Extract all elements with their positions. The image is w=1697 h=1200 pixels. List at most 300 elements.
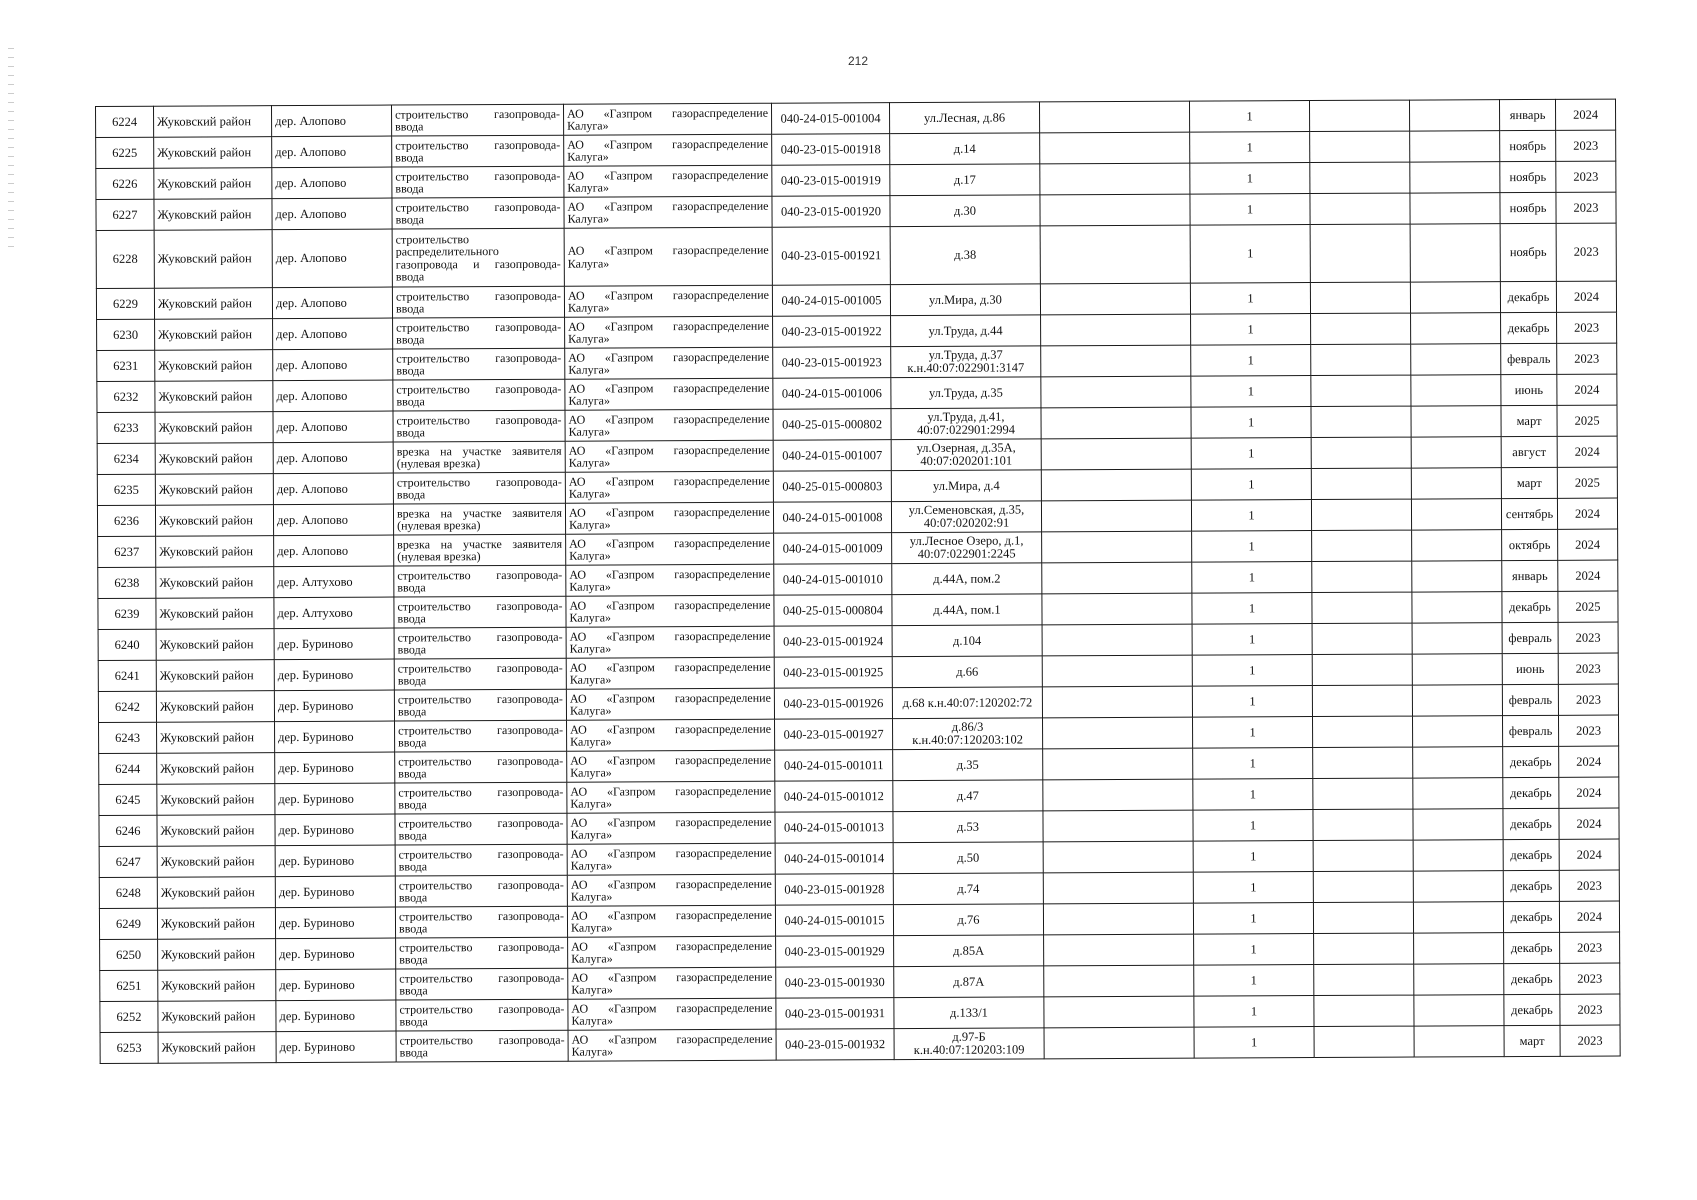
district-cell: Жуковский район bbox=[157, 815, 275, 847]
application-code-cell: 040-24-015-001004 bbox=[771, 103, 889, 135]
application-code-cell: 040-24-015-001008 bbox=[773, 502, 891, 534]
year-cell: 2024 bbox=[1559, 839, 1619, 870]
village-cell: дер. Буриново bbox=[275, 721, 395, 753]
year-cell: 2024 bbox=[1559, 808, 1619, 839]
application-code-cell: 040-24-015-001014 bbox=[775, 843, 893, 875]
blank-cell bbox=[1041, 314, 1191, 346]
application-code-cell: 040-23-015-001924 bbox=[774, 626, 892, 658]
quantity-cell: 1 bbox=[1190, 132, 1310, 164]
blank-cell bbox=[1313, 747, 1413, 778]
application-code-cell: 040-23-015-001931 bbox=[776, 998, 894, 1030]
village-cell: дер. Буриново bbox=[275, 752, 395, 784]
blank-cell bbox=[1313, 840, 1413, 871]
month-cell: декабрь bbox=[1503, 808, 1559, 839]
organization-cell: АО «Газпром газораспределение Калуга» bbox=[566, 657, 774, 689]
village-cell: дер. Алопово bbox=[272, 105, 392, 137]
organization-cell: АО «Газпром газораспределение Калуга» bbox=[567, 812, 775, 844]
application-code-cell: 040-23-015-001919 bbox=[772, 165, 890, 197]
quantity-cell: 1 bbox=[1193, 748, 1313, 780]
month-cell: август bbox=[1501, 436, 1557, 467]
quantity-cell: 1 bbox=[1194, 965, 1314, 997]
quantity-cell: 1 bbox=[1192, 562, 1312, 594]
blank-cell bbox=[1412, 530, 1502, 561]
address-cell: ул.Труда, д.44 bbox=[891, 315, 1041, 347]
year-cell: 2023 bbox=[1560, 994, 1620, 1025]
quantity-cell: 1 bbox=[1192, 686, 1312, 718]
quantity-cell: 1 bbox=[1192, 531, 1312, 563]
blank-cell bbox=[1410, 162, 1500, 193]
village-cell: дер. Алопово bbox=[273, 349, 393, 381]
application-code-cell: 040-24-015-001011 bbox=[775, 750, 893, 782]
organization-cell: АО «Газпром газораспределение Калуга» bbox=[566, 626, 774, 658]
row-number: 6238 bbox=[98, 567, 156, 598]
year-cell: 2024 bbox=[1559, 777, 1619, 808]
month-cell: июнь bbox=[1502, 653, 1558, 684]
work-type-cell: строительство газопровода-ввода bbox=[394, 596, 566, 628]
blank-cell bbox=[1412, 592, 1502, 623]
quantity-cell: 1 bbox=[1191, 376, 1311, 408]
year-cell: 2023 bbox=[1556, 223, 1616, 281]
district-cell: Жуковский район bbox=[155, 412, 273, 444]
blank-cell bbox=[1310, 131, 1410, 162]
work-type-cell: врезка на участке заявителя (нулевая врезка) bbox=[393, 503, 565, 535]
month-cell: декабрь bbox=[1503, 870, 1559, 901]
village-cell: дер. Алопово bbox=[273, 473, 393, 505]
year-cell: 2024 bbox=[1559, 746, 1619, 777]
village-cell: дер. Алопово bbox=[273, 504, 393, 536]
row-number: 6250 bbox=[100, 939, 158, 970]
blank-cell bbox=[1044, 1027, 1194, 1059]
work-type-cell: строительство газопровода-ввода bbox=[396, 999, 568, 1031]
organization-cell: АО «Газпром газораспределение Калуга» bbox=[565, 440, 773, 472]
month-cell: декабрь bbox=[1503, 839, 1559, 870]
row-number: 6243 bbox=[99, 722, 157, 753]
district-cell: Жуковский район bbox=[158, 1001, 276, 1033]
year-cell: 2023 bbox=[1560, 932, 1620, 963]
blank-cell bbox=[1409, 100, 1499, 131]
blank-cell bbox=[1411, 406, 1501, 437]
blank-cell bbox=[1041, 438, 1191, 470]
year-cell: 2023 bbox=[1556, 130, 1616, 161]
blank-cell bbox=[1041, 469, 1191, 501]
work-type-cell: строительство газопровода-ввода bbox=[394, 627, 566, 659]
scan-margin-marks bbox=[8, 48, 14, 248]
blank-cell bbox=[1412, 685, 1502, 716]
blank-cell bbox=[1412, 561, 1502, 592]
application-code-cell: 040-23-015-001926 bbox=[774, 688, 892, 720]
row-number: 6246 bbox=[99, 815, 157, 846]
address-cell: ул.Труда, д.41, 40:07:022901:2994 bbox=[891, 408, 1041, 440]
district-cell: Жуковский район bbox=[155, 505, 273, 537]
blank-cell bbox=[1040, 283, 1190, 315]
row-number: 6234 bbox=[97, 443, 155, 474]
village-cell: дер. Алтухово bbox=[274, 566, 394, 598]
work-type-cell: строительство газопровода-ввода bbox=[392, 135, 564, 167]
address-cell: д.68 к.н.40:07:120202:72 bbox=[892, 687, 1042, 719]
work-type-cell: строительство газопровода-ввода bbox=[392, 197, 564, 229]
row-number: 6225 bbox=[96, 137, 154, 168]
blank-cell bbox=[1043, 779, 1193, 811]
organization-cell: АО «Газпром газораспределение Калуга» bbox=[564, 134, 772, 166]
year-cell: 2023 bbox=[1558, 653, 1618, 684]
village-cell: дер. Алопово bbox=[273, 411, 393, 443]
blank-cell bbox=[1041, 500, 1191, 532]
month-cell: декабрь bbox=[1504, 963, 1560, 994]
register-sheet bbox=[95, 99, 1620, 1064]
blank-cell bbox=[1314, 933, 1414, 964]
work-type-cell: строительство газопровода-ввода bbox=[394, 565, 566, 597]
application-code-cell: 040-23-015-001923 bbox=[773, 347, 891, 379]
blank-cell bbox=[1312, 623, 1412, 654]
application-code-cell: 040-23-015-001932 bbox=[776, 1029, 894, 1061]
blank-cell bbox=[1411, 313, 1501, 344]
blank-cell bbox=[1310, 193, 1410, 224]
work-type-cell: строительство газопровода-ввода bbox=[395, 844, 567, 876]
blank-cell bbox=[1042, 686, 1192, 718]
quantity-cell: 1 bbox=[1191, 314, 1311, 346]
month-cell: декабрь bbox=[1500, 281, 1556, 312]
quantity-cell: 1 bbox=[1192, 655, 1312, 687]
district-cell: Жуковский район bbox=[155, 381, 273, 413]
work-type-cell: строительство газопровода-ввода bbox=[395, 906, 567, 938]
quantity-cell: 1 bbox=[1189, 101, 1309, 133]
gasification-register-table bbox=[95, 99, 1621, 1064]
address-cell: ул.Озерная, д.35А, 40:07:020201:101 bbox=[891, 439, 1041, 471]
address-cell: д.76 bbox=[893, 904, 1043, 936]
address-cell: д.97-Б к.н.40:07:120203:109 bbox=[894, 1028, 1044, 1060]
district-cell: Жуковский район bbox=[155, 474, 273, 506]
month-cell: ноябрь bbox=[1500, 223, 1556, 281]
address-cell: д.44А, пом.2 bbox=[892, 563, 1042, 595]
address-cell: ул.Мира, д.30 bbox=[890, 284, 1040, 316]
address-cell: д.38 bbox=[890, 226, 1040, 285]
district-cell: Жуковский район bbox=[156, 629, 274, 661]
village-cell: дер. Буриново bbox=[276, 938, 396, 970]
month-cell: февраль bbox=[1502, 684, 1558, 715]
blank-cell bbox=[1312, 561, 1412, 592]
quantity-cell: 1 bbox=[1192, 717, 1312, 749]
quantity-cell: 1 bbox=[1190, 283, 1310, 315]
quantity-cell: 1 bbox=[1193, 810, 1313, 842]
month-cell: сентябрь bbox=[1501, 498, 1557, 529]
blank-cell bbox=[1411, 437, 1501, 468]
row-number: 6245 bbox=[99, 784, 157, 815]
district-cell: Жуковский район bbox=[155, 319, 273, 351]
month-cell: декабрь bbox=[1503, 746, 1559, 777]
blank-cell bbox=[1040, 163, 1190, 195]
blank-cell bbox=[1044, 965, 1194, 997]
row-number: 6240 bbox=[98, 629, 156, 660]
blank-cell bbox=[1043, 872, 1193, 904]
row-number: 6247 bbox=[99, 846, 157, 877]
year-cell: 2025 bbox=[1557, 405, 1617, 436]
application-code-cell: 040-23-015-001918 bbox=[772, 134, 890, 166]
application-code-cell: 040-23-015-001930 bbox=[776, 967, 894, 999]
address-cell: ул.Труда, д.37 к.н.40:07:022901:3147 bbox=[891, 346, 1041, 378]
month-cell: декабрь bbox=[1502, 591, 1558, 622]
village-cell: дер. Алопово bbox=[274, 535, 394, 567]
application-code-cell: 040-24-015-001009 bbox=[774, 533, 892, 565]
application-code-cell: 040-23-015-001921 bbox=[772, 227, 890, 286]
application-code-cell: 040-24-015-001010 bbox=[774, 564, 892, 596]
blank-cell bbox=[1042, 624, 1192, 656]
blank-cell bbox=[1313, 871, 1413, 902]
blank-cell bbox=[1310, 224, 1410, 282]
address-cell: д.133/1 bbox=[894, 997, 1044, 1029]
address-cell: ул.Семеновская, д.35, 40:07:020202:91 bbox=[891, 501, 1041, 533]
district-cell: Жуковский район bbox=[156, 598, 274, 630]
work-type-cell: строительство газопровода-ввода bbox=[394, 658, 566, 690]
address-cell: д.35 bbox=[893, 749, 1043, 781]
village-cell: дер. Буриново bbox=[276, 1031, 396, 1063]
village-cell: дер. Буриново bbox=[275, 907, 395, 939]
application-code-cell: 040-25-015-000804 bbox=[774, 595, 892, 627]
quantity-cell: 1 bbox=[1192, 593, 1312, 625]
blank-cell bbox=[1413, 809, 1503, 840]
month-cell: март bbox=[1501, 467, 1557, 498]
blank-cell bbox=[1042, 593, 1192, 625]
blank-cell bbox=[1312, 592, 1412, 623]
organization-cell: АО «Газпром газораспределение Калуга» bbox=[563, 103, 771, 135]
quantity-cell: 1 bbox=[1192, 624, 1312, 656]
application-code-cell: 040-23-015-001927 bbox=[775, 719, 893, 751]
organization-cell: АО «Газпром газораспределение Калуга» bbox=[564, 196, 772, 228]
blank-cell bbox=[1413, 840, 1503, 871]
organization-cell: АО «Газпром газораспределение Калуга» bbox=[566, 688, 774, 720]
row-number: 6235 bbox=[97, 474, 155, 505]
month-cell: ноябрь bbox=[1500, 130, 1556, 161]
year-cell: 2023 bbox=[1558, 684, 1618, 715]
blank-cell bbox=[1313, 809, 1413, 840]
blank-cell bbox=[1311, 468, 1411, 499]
organization-cell: АО «Газпром газораспределение Калуга» bbox=[564, 285, 772, 317]
application-code-cell: 040-24-015-001013 bbox=[775, 812, 893, 844]
year-cell: 2024 bbox=[1555, 99, 1615, 130]
address-cell: д.104 bbox=[892, 625, 1042, 657]
village-cell: дер. Алопово bbox=[273, 380, 393, 412]
blank-cell bbox=[1412, 623, 1502, 654]
district-cell: Жуковский район bbox=[156, 536, 274, 568]
month-cell: октябрь bbox=[1502, 529, 1558, 560]
month-cell: март bbox=[1504, 1025, 1560, 1056]
organization-cell: АО «Газпром газораспределение Калуга» bbox=[567, 905, 775, 937]
blank-cell bbox=[1314, 995, 1414, 1026]
blank-cell bbox=[1043, 903, 1193, 935]
blank-cell bbox=[1041, 376, 1191, 408]
organization-cell: АО «Газпром газораспределение Калуга» bbox=[565, 471, 773, 503]
blank-cell bbox=[1313, 902, 1413, 933]
organization-cell: АО «Газпром газораспределение Калуга» bbox=[564, 227, 772, 286]
year-cell: 2023 bbox=[1556, 192, 1616, 223]
work-type-cell: строительство газопровода-ввода bbox=[396, 968, 568, 1000]
quantity-cell: 1 bbox=[1190, 163, 1310, 195]
blank-cell bbox=[1042, 655, 1192, 687]
month-cell: декабрь bbox=[1503, 901, 1559, 932]
blank-cell bbox=[1414, 1026, 1504, 1057]
application-code-cell: 040-23-015-001928 bbox=[775, 874, 893, 906]
work-type-cell: строительство газопровода-ввода bbox=[395, 751, 567, 783]
year-cell: 2023 bbox=[1558, 715, 1618, 746]
address-cell: д.53 bbox=[893, 811, 1043, 843]
blank-cell bbox=[1043, 810, 1193, 842]
village-cell: дер. Буриново bbox=[276, 1000, 396, 1032]
row-number: 6230 bbox=[97, 319, 155, 350]
work-type-cell: строительство газопровода-ввода bbox=[393, 379, 565, 411]
organization-cell: АО «Газпром газораспределение Калуга» bbox=[568, 936, 776, 968]
application-code-cell: 040-23-015-001920 bbox=[772, 196, 890, 228]
year-cell: 2024 bbox=[1557, 374, 1617, 405]
blank-cell bbox=[1310, 162, 1410, 193]
row-number: 6229 bbox=[96, 288, 154, 319]
work-type-cell: строительство газопровода-ввода bbox=[393, 472, 565, 504]
blank-cell bbox=[1309, 100, 1409, 131]
work-type-cell: врезка на участке заявителя (нулевая врезка) bbox=[394, 534, 566, 566]
blank-cell bbox=[1410, 282, 1500, 313]
quantity-cell: 1 bbox=[1194, 996, 1314, 1028]
work-type-cell: строительство газопровода-ввода bbox=[395, 875, 567, 907]
application-code-cell: 040-25-015-000803 bbox=[773, 471, 891, 503]
year-cell: 2024 bbox=[1557, 498, 1617, 529]
row-number: 6237 bbox=[98, 536, 156, 567]
village-cell: дер. Алопово bbox=[272, 198, 392, 230]
district-cell: Жуковский район bbox=[154, 288, 272, 320]
blank-cell bbox=[1042, 562, 1192, 594]
quantity-cell: 1 bbox=[1191, 438, 1311, 470]
district-cell: Жуковский район bbox=[157, 784, 275, 816]
organization-cell: АО «Газпром газораспределение Калуга» bbox=[567, 781, 775, 813]
year-cell: 2024 bbox=[1558, 529, 1618, 560]
table-row bbox=[100, 1025, 1620, 1063]
work-type-cell: строительство газопровода-ввода bbox=[394, 689, 566, 721]
address-cell: д.86/3 к.н.40:07:120203:102 bbox=[893, 718, 1043, 750]
blank-cell bbox=[1414, 964, 1504, 995]
blank-cell bbox=[1041, 345, 1191, 377]
district-cell: Жуковский район bbox=[154, 230, 272, 289]
blank-cell bbox=[1412, 716, 1502, 747]
blank-cell bbox=[1411, 344, 1501, 375]
address-cell: д.14 bbox=[890, 133, 1040, 165]
village-cell: дер. Буриново bbox=[275, 783, 395, 815]
district-cell: Жуковский район bbox=[154, 137, 272, 169]
address-cell: ул.Лесная, д.86 bbox=[889, 102, 1039, 134]
blank-cell bbox=[1041, 407, 1191, 439]
work-type-cell: строительство газопровода-ввода bbox=[395, 782, 567, 814]
address-cell: д.87А bbox=[894, 966, 1044, 998]
organization-cell: АО «Газпром газораспределение Калуга» bbox=[565, 347, 773, 379]
organization-cell: АО «Газпром газораспределение Калуга» bbox=[565, 378, 773, 410]
month-cell: декабрь bbox=[1504, 932, 1560, 963]
address-cell: д.50 bbox=[893, 842, 1043, 874]
work-type-cell: строительство газопровода-ввода bbox=[396, 1030, 568, 1062]
organization-cell: АО «Газпром газораспределение Калуга» bbox=[566, 564, 774, 596]
month-cell: февраль bbox=[1502, 715, 1558, 746]
year-cell: 2023 bbox=[1559, 870, 1619, 901]
month-cell: июнь bbox=[1501, 374, 1557, 405]
address-cell: д.44А, пом.1 bbox=[892, 594, 1042, 626]
village-cell: дер. Буриново bbox=[274, 659, 394, 691]
application-code-cell: 040-24-015-001007 bbox=[773, 440, 891, 472]
work-type-cell: строительство газопровода-ввода bbox=[391, 104, 563, 136]
address-cell: д.74 bbox=[893, 873, 1043, 905]
organization-cell: АО «Газпром газораспределение Калуга» bbox=[565, 502, 773, 534]
district-cell: Жуковский район bbox=[156, 660, 274, 692]
blank-cell bbox=[1044, 996, 1194, 1028]
village-cell: дер. Алопово bbox=[273, 318, 393, 350]
work-type-cell: строительство газопровода-ввода bbox=[393, 317, 565, 349]
blank-cell bbox=[1311, 313, 1411, 344]
month-cell: январь bbox=[1499, 99, 1555, 130]
blank-cell bbox=[1314, 964, 1414, 995]
row-number: 6242 bbox=[98, 691, 156, 722]
blank-cell bbox=[1044, 934, 1194, 966]
month-cell: ноябрь bbox=[1500, 161, 1556, 192]
organization-cell: АО «Газпром газораспределение Калуга» bbox=[567, 719, 775, 751]
row-number: 6224 bbox=[96, 106, 154, 137]
year-cell: 2023 bbox=[1557, 312, 1617, 343]
row-number: 6252 bbox=[100, 1001, 158, 1032]
table-body bbox=[96, 99, 1621, 1063]
blank-cell bbox=[1040, 194, 1190, 226]
quantity-cell: 1 bbox=[1191, 407, 1311, 439]
blank-cell bbox=[1311, 499, 1411, 530]
village-cell: дер. Буриново bbox=[274, 690, 394, 722]
district-cell: Жуковский район bbox=[155, 443, 273, 475]
district-cell: Жуковский район bbox=[154, 106, 272, 138]
quantity-cell: 1 bbox=[1194, 1027, 1314, 1059]
organization-cell: АО «Газпром газораспределение Калуга» bbox=[565, 316, 773, 348]
year-cell: 2023 bbox=[1560, 963, 1620, 994]
blank-cell bbox=[1413, 871, 1503, 902]
blank-cell bbox=[1410, 224, 1500, 282]
blank-cell bbox=[1040, 225, 1190, 284]
organization-cell: АО «Газпром газораспределение Калуга» bbox=[566, 595, 774, 627]
village-cell: дер. Алтухово bbox=[274, 597, 394, 629]
village-cell: дер. Буриново bbox=[274, 628, 394, 660]
village-cell: дер. Алопово bbox=[272, 136, 392, 168]
organization-cell: АО «Газпром газораспределение Калуга» bbox=[568, 967, 776, 999]
blank-cell bbox=[1314, 1026, 1414, 1057]
blank-cell bbox=[1043, 841, 1193, 873]
month-cell: декабрь bbox=[1501, 312, 1557, 343]
village-cell: дер. Буриново bbox=[275, 814, 395, 846]
blank-cell bbox=[1312, 685, 1412, 716]
work-type-cell: строительство газопровода-ввода bbox=[392, 286, 564, 318]
blank-cell bbox=[1311, 344, 1411, 375]
address-cell: д.47 bbox=[893, 780, 1043, 812]
quantity-cell: 1 bbox=[1193, 872, 1313, 904]
district-cell: Жуковский район bbox=[155, 350, 273, 382]
application-code-cell: 040-23-015-001925 bbox=[774, 657, 892, 689]
blank-cell bbox=[1413, 902, 1503, 933]
month-cell: декабрь bbox=[1503, 777, 1559, 808]
village-cell: дер. Алопово bbox=[272, 229, 392, 288]
blank-cell bbox=[1410, 131, 1500, 162]
row-number: 6241 bbox=[98, 660, 156, 691]
table-row bbox=[96, 223, 1616, 288]
application-code-cell: 040-24-015-001006 bbox=[773, 378, 891, 410]
district-cell: Жуковский район bbox=[154, 199, 272, 231]
organization-cell: АО «Газпром газораспределение Калуга» bbox=[566, 533, 774, 565]
village-cell: дер. Буриново bbox=[276, 969, 396, 1001]
blank-cell bbox=[1413, 747, 1503, 778]
organization-cell: АО «Газпром газораспределение Калуга» bbox=[565, 409, 773, 441]
month-cell: февраль bbox=[1501, 343, 1557, 374]
blank-cell bbox=[1043, 748, 1193, 780]
village-cell: дер. Буриново bbox=[275, 876, 395, 908]
district-cell: Жуковский район bbox=[154, 168, 272, 200]
row-number: 6228 bbox=[96, 230, 154, 288]
quantity-cell: 1 bbox=[1193, 903, 1313, 935]
